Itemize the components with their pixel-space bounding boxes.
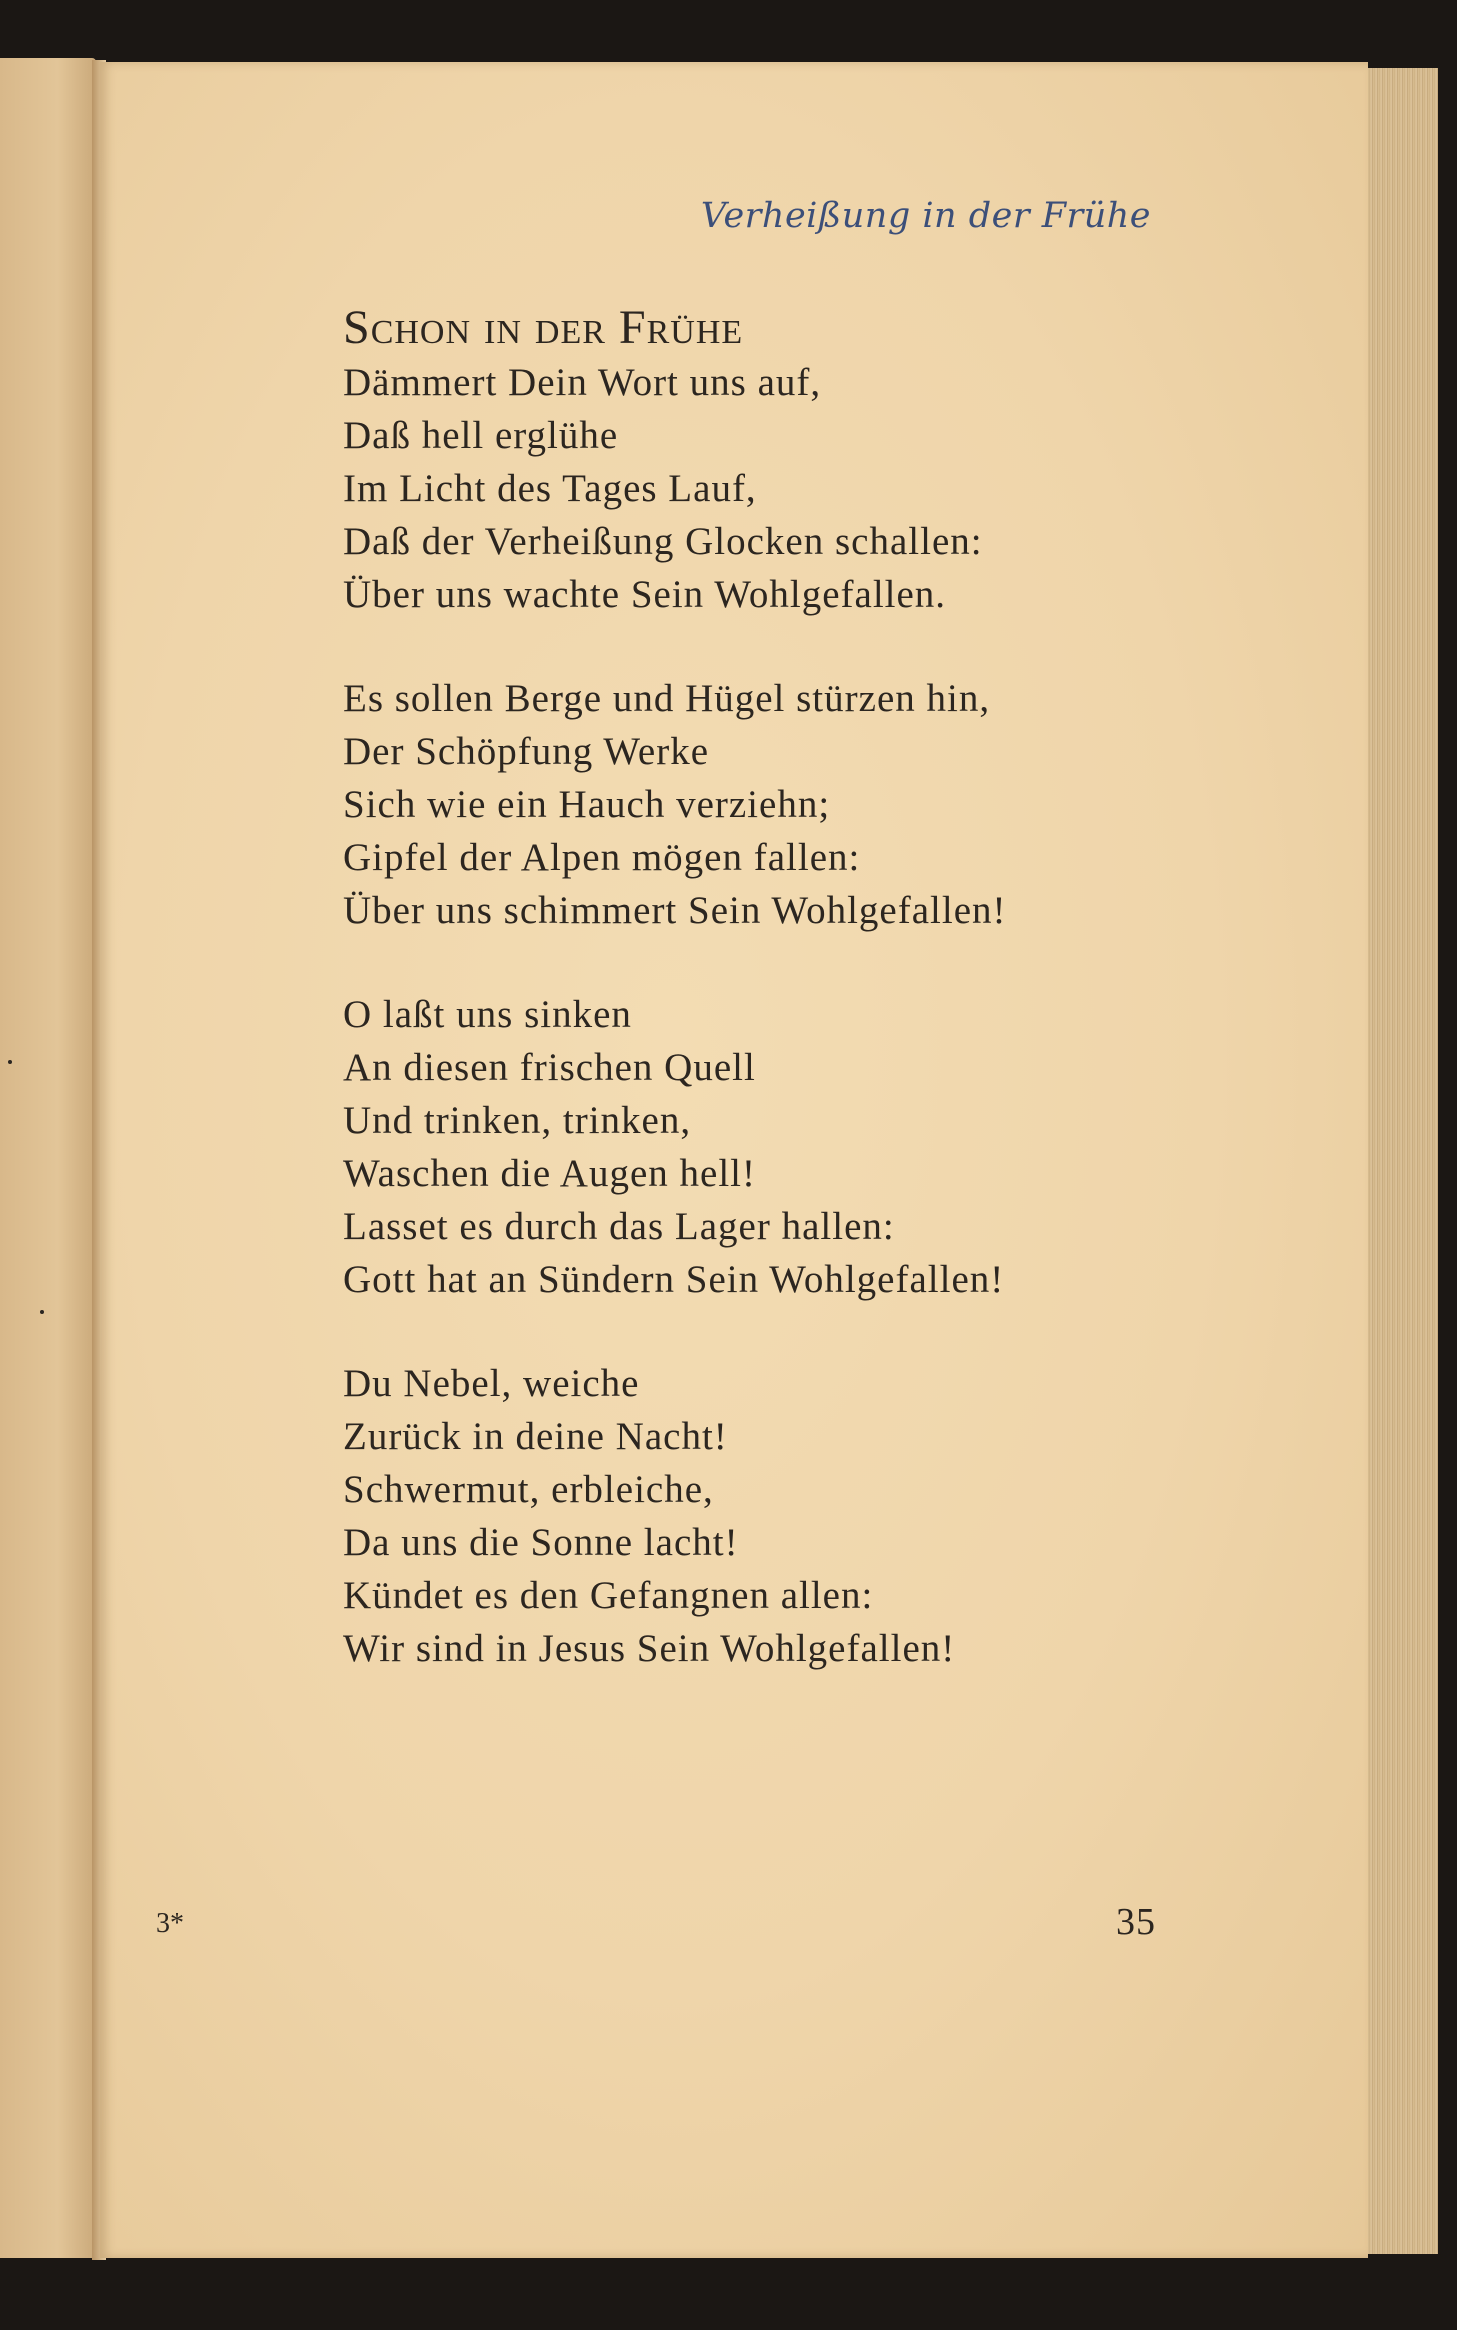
facing-page-mark xyxy=(40,1310,44,1314)
poem-line: Sich wie ein Hauch verziehn; xyxy=(343,783,831,826)
poem xyxy=(343,300,1243,1726)
page-block-edges xyxy=(1368,68,1438,2254)
running-head: Verheißung in der Frühe xyxy=(700,196,1151,236)
poem-line: Kündet es den Gefangnen allen: xyxy=(343,1574,874,1617)
poem-line: Daß hell erglühe xyxy=(343,414,619,457)
poem-line: Da uns die Sonne lacht! xyxy=(343,1521,739,1564)
poem-line: An diesen frischen Quell xyxy=(343,1046,756,1089)
poem-line: Dämmert Dein Wort uns auf, xyxy=(343,361,822,404)
poem-line: Du Nebel, weiche xyxy=(343,1362,640,1405)
poem-line: Der Schöpfung Werke xyxy=(343,730,710,773)
poem-line: Gott hat an Sündern Sein Wohlgefallen! xyxy=(343,1258,1005,1301)
stanza-1 xyxy=(343,356,1243,621)
poem-title: Schon in der Frühe xyxy=(343,301,744,354)
facing-page-mark xyxy=(8,1060,12,1064)
poem-line: Es sollen Berge und Hügel stürzen hin, xyxy=(343,677,991,720)
stanza-4 xyxy=(343,1357,1243,1675)
poem-line: Über uns schimmert Sein Wohlgefallen! xyxy=(343,889,1007,932)
poem-line: Waschen die Augen hell! xyxy=(343,1152,756,1195)
poem-line: Schwermut, erbleiche, xyxy=(343,1468,714,1511)
poem-line: Zurück in deine Nacht! xyxy=(343,1415,728,1458)
page-number: 35 xyxy=(1116,1901,1156,1943)
poem-line: O laßt uns sinken xyxy=(343,993,632,1036)
poem-line: Und trinken, trinken, xyxy=(343,1099,692,1142)
poem-line: Wir sind in Jesus Sein Wohlgefallen! xyxy=(343,1627,956,1670)
poem-line: Lasset es durch das Lager hallen: xyxy=(343,1205,895,1248)
stanza-3 xyxy=(343,988,1243,1306)
facing-page-edge xyxy=(0,58,96,2258)
signature-mark: 3* xyxy=(156,1908,184,1939)
poem-line: Daß der Verheißung Glocken schallen: xyxy=(343,520,983,563)
poem-line: Im Licht des Tages Lauf, xyxy=(343,467,757,510)
poem-line: Über uns wachte Sein Wohlgefallen. xyxy=(343,573,947,616)
poem-line: Gipfel der Alpen mögen fallen: xyxy=(343,836,861,879)
stanza-2 xyxy=(343,672,1243,937)
